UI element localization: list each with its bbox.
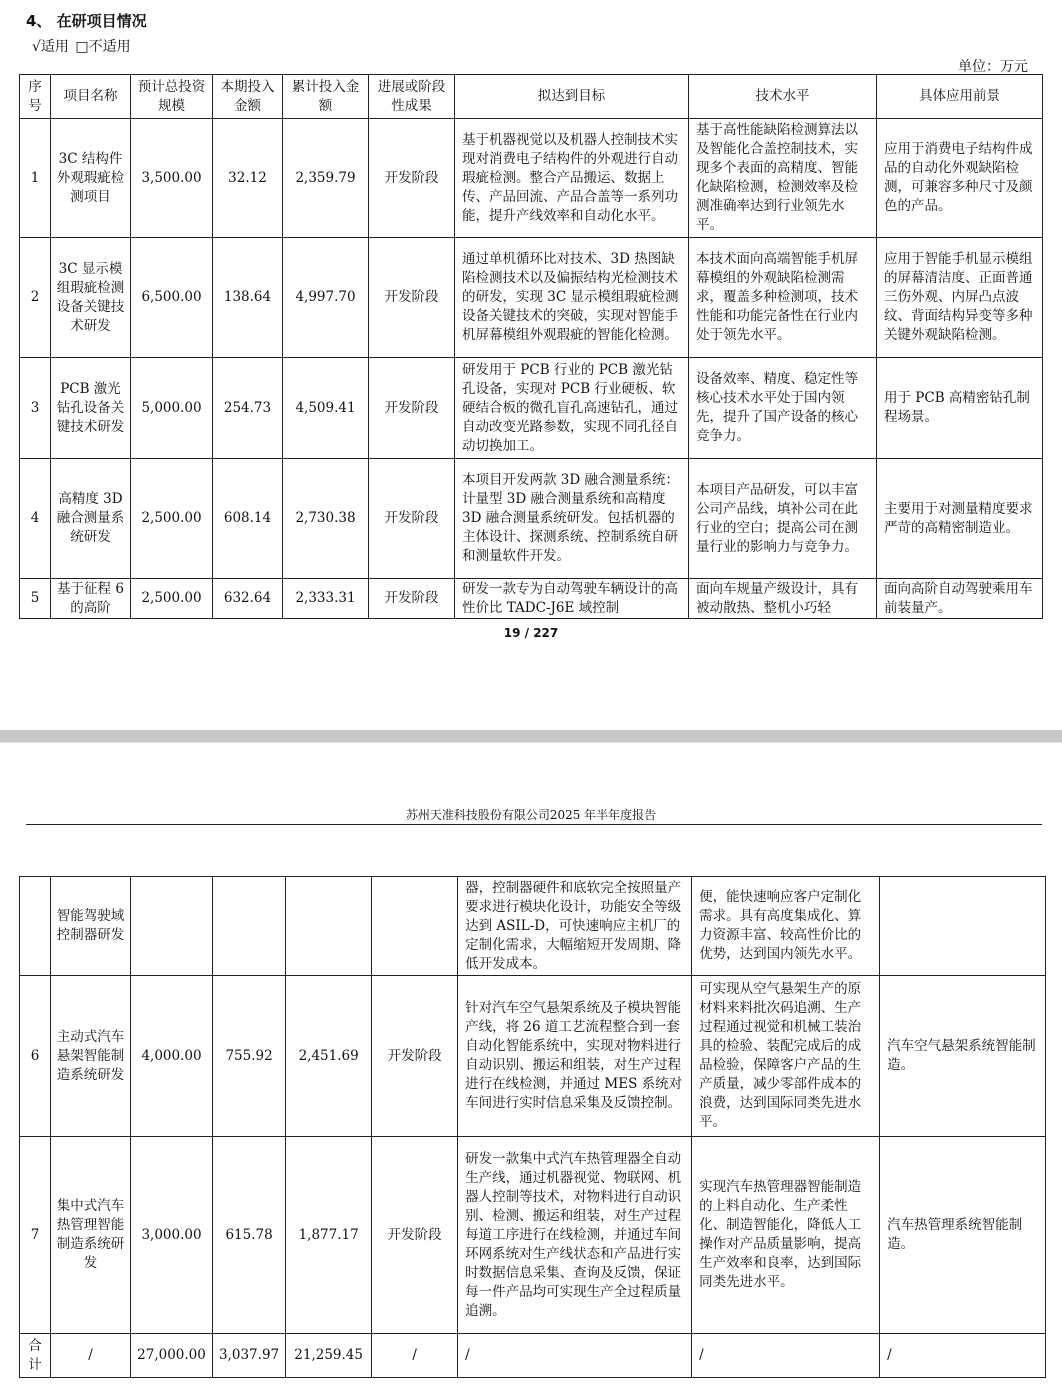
- progress-stage: 开发阶段: [369, 579, 455, 619]
- target-goal: 本项目开发两款 3D 融合测量系统：计量型 3D 融合测量系统和高精度 3D 融合测量系统研发。包括机器的主体设计、探测系统、控制系统自研和测量软件开发。: [455, 459, 689, 579]
- technical-level: 可实现从空气悬架生产的原材料来料批次码追溯、生产过程通过视觉和机械工装治具的检验、装配完成后的成品检验，保障客户产品的生产质量，减少零部件成本的浪费，达到国际同类先进水平。: [692, 976, 880, 1137]
- technical-level: 本项目产品研发，可以丰富公司产品线，填补公司在此行业的空白；提高公司在测量行业的影响力与竞争力。: [689, 459, 877, 579]
- progress-stage: 开发阶段: [369, 119, 455, 238]
- cumulative-investment: 2,359.79: [283, 119, 369, 238]
- projects-table-page1: [19, 74, 1043, 619]
- cumulative-investment: 2,333.31: [283, 579, 369, 619]
- current-investment: 32.12: [213, 119, 283, 238]
- total-investment: 3,000.00: [131, 1137, 213, 1334]
- current-investment: 632.64: [213, 579, 283, 619]
- table-row: [20, 877, 1046, 976]
- header-cell: 累计投入金额: [283, 75, 369, 119]
- project-name: 智能驾驶域控制器研发: [51, 877, 131, 976]
- target-goal: /: [458, 1334, 692, 1378]
- technical-level: 实现汽车热管理器智能制造的上料自动化、生产柔性化、制造智能化，降低人工操作对产品质量影响，提高生产效率和良率，达到国际同类先进水平。: [692, 1137, 880, 1334]
- row-number: 4: [20, 459, 51, 579]
- current-investment: 755.92: [213, 976, 286, 1137]
- page-separator-edge: [0, 742, 1062, 743]
- row-number: 合计: [20, 1334, 51, 1378]
- row-number: [20, 877, 51, 976]
- current-investment: 138.64: [213, 238, 283, 358]
- applicability-options: [32, 36, 133, 56]
- cumulative-investment: 4,997.70: [283, 238, 369, 358]
- header-cell: 预计总投资规模: [131, 75, 213, 119]
- project-name: /: [51, 1334, 131, 1378]
- total-investment: 2,500.00: [131, 579, 213, 619]
- progress-stage: 开发阶段: [372, 976, 458, 1137]
- progress-stage: 开发阶段: [369, 238, 455, 358]
- header-cell: 项目名称: [51, 75, 131, 119]
- current-investment: 615.78: [213, 1137, 286, 1334]
- cumulative-investment: 1,877.17: [286, 1137, 372, 1334]
- project-name: 基于征程 6 的高阶: [51, 579, 131, 619]
- total-investment: 5,000.00: [131, 358, 213, 459]
- application-prospect: [880, 877, 1046, 976]
- section-title: 4、 在研项目情况: [26, 12, 147, 30]
- cumulative-investment: 2,451.69: [286, 976, 372, 1137]
- application-prospect: 应用于智能手机显示模组的屏幕清洁度、正面普通三伤外观、内屏凸点波纹、背面结构异变等多种关键外观缺陷检测。: [877, 238, 1043, 358]
- current-investment: 608.14: [213, 459, 283, 579]
- header-cell: 序号: [20, 75, 51, 119]
- technical-level: /: [692, 1334, 880, 1378]
- table-row: [20, 119, 1043, 238]
- table-row: [20, 579, 1043, 619]
- progress-stage: 开发阶段: [369, 459, 455, 579]
- table-row: [20, 459, 1043, 579]
- project-name: 高精度 3D 融合测量系统研发: [51, 459, 131, 579]
- project-name: PCB 激光钻孔设备关键技术研发: [51, 358, 131, 459]
- technical-level: 便，能快速响应客户定制化需求。具有高度集成化、算力资源丰富、较高性价比的优势，达到国内领先水平。: [692, 877, 880, 976]
- row-number: 5: [20, 579, 51, 619]
- running-header: 苏州天准科技股份有限公司2025 年半年度报告: [405, 808, 657, 822]
- total-investment: 6,500.00: [131, 238, 213, 358]
- table-row: [20, 1137, 1046, 1334]
- table-row: [20, 976, 1046, 1137]
- total-investment: 4,000.00: [131, 976, 213, 1137]
- current-investment: [213, 877, 286, 976]
- row-number: 2: [20, 238, 51, 358]
- not-applicable-unchecked: □不适用: [75, 39, 131, 55]
- header-cell: 本期投入金额: [213, 75, 283, 119]
- application-prospect: 汽车热管理系统智能制造。: [880, 1137, 1046, 1334]
- table-header-row: [20, 75, 1043, 119]
- technical-level: 设备效率、精度、稳定性等核心技术水平处于国内领先，提升了国产设备的核心竞争力。: [689, 358, 877, 459]
- total-investment: [131, 877, 213, 976]
- current-investment: 3,037.97: [213, 1334, 286, 1378]
- target-goal: 针对汽车空气悬架系统及子模块智能产线，将 26 道工艺流程整合到一套自动化智能系统中，实现对物料进行自动识别、搬运和组装，对生产过程进行在线检测，并通过 MES 系统对车间进行实时信息采集及反馈控制。: [458, 976, 692, 1137]
- target-goal: 通过单机循环比对技术、3D 热图缺陷检测技术以及偏振结构光检测技术的研发，实现 3C 显示模组瑕疵检测设备关键技术的突破，实现对智能手机屏幕模组外观瑕疵的智能化检测。: [455, 238, 689, 358]
- header-cell: 拟达到目标: [455, 75, 689, 119]
- cumulative-investment: 4,509.41: [283, 358, 369, 459]
- project-name: 集中式汽车热管理智能制造系统研发: [51, 1137, 131, 1334]
- row-number: 7: [20, 1137, 51, 1334]
- current-investment: 254.73: [213, 358, 283, 459]
- header-cell: 具体应用前景: [877, 75, 1043, 119]
- progress-stage: 开发阶段: [372, 1137, 458, 1334]
- table-row: [20, 1334, 1046, 1378]
- target-goal: 研发一款专为自动驾驶车辆设计的高性价比 TADC-J6E 域控制: [455, 579, 689, 619]
- technical-level: 基于高性能缺陷检测算法以及智能化合盖控制技术，实现多个表面的高精度、智能化缺陷检测，检测效率及检测准确率达到行业领先水平。: [689, 119, 877, 238]
- header-cell: 进展或阶段性成果: [369, 75, 455, 119]
- target-goal: 器，控制器硬件和底软完全按照量产要求进行模块化设计，功能安全等级达到 ASIL-D，可快速响应主机厂的定制化需求，大幅缩短开发周期、降低开发成本。: [458, 877, 692, 976]
- projects-table-page2: [19, 876, 1046, 1378]
- cumulative-investment: [286, 877, 372, 976]
- target-goal: 研发用于 PCB 行业的 PCB 激光钻孔设备，实现对 PCB 行业硬板、软硬结合板的微孔盲孔高速钻孔，通过自动改变光路参数，实现不同孔径自动切换加工。: [455, 358, 689, 459]
- table-row: [20, 358, 1043, 459]
- page-number: 19 / 227: [503, 626, 559, 640]
- table-row: [20, 238, 1043, 358]
- row-number: 1: [20, 119, 51, 238]
- technical-level: 面向车规量产级设计，具有被动散热、整机小巧轻: [689, 579, 877, 619]
- total-investment: 2,500.00: [131, 459, 213, 579]
- target-goal: 基于机器视觉以及机器人控制技术实现对消费电子结构件的外观进行自动瑕疵检测。整合产品搬运、数据上传、产品回流、产品合盖等一系列功能，提升产线效率和自动化水平。: [455, 119, 689, 238]
- application-prospect: 用于 PCB 高精密钻孔制程场景。: [877, 358, 1043, 459]
- application-prospect: /: [880, 1334, 1046, 1378]
- total-investment: 3,500.00: [131, 119, 213, 238]
- project-name: 3C 结构件外观瑕疵检测项目: [51, 119, 131, 238]
- page-separator: [0, 730, 1062, 742]
- application-prospect: 面向高阶自动驾驶乘用车前装量产。: [877, 579, 1043, 619]
- running-header-rule: [26, 824, 1042, 825]
- row-number: 6: [20, 976, 51, 1137]
- application-prospect: 主要用于对测量精度要求严苛的高精密制造业。: [877, 459, 1043, 579]
- application-prospect: 应用于消费电子结构件成品的自动化外观缺陷检测，可兼容多种尺寸及颜色的产品。: [877, 119, 1043, 238]
- application-prospect: 汽车空气悬架系统智能制造。: [880, 976, 1046, 1137]
- row-number: 3: [20, 358, 51, 459]
- applicable-checked: √适用: [32, 39, 69, 55]
- progress-stage: [372, 877, 458, 976]
- progress-stage: /: [372, 1334, 458, 1378]
- cumulative-investment: 21,259.45: [286, 1334, 372, 1378]
- cumulative-investment: 2,730.38: [283, 459, 369, 579]
- total-investment: 27,000.00: [131, 1334, 213, 1378]
- project-name: 主动式汽车悬架智能制造系统研发: [51, 976, 131, 1137]
- unit-label: 单位：万元: [958, 59, 1028, 75]
- progress-stage: 开发阶段: [369, 358, 455, 459]
- header-cell: 技术水平: [689, 75, 877, 119]
- technical-level: 本技术面向高端智能手机屏幕模组的外观缺陷检测需求，覆盖多种检测项，技术性能和功能完备性在行业内处于领先水平。: [689, 238, 877, 358]
- project-name: 3C 显示模组瑕疵检测设备关键技术研发: [51, 238, 131, 358]
- target-goal: 研发一款集中式汽车热管理器全自动生产线，通过机器视觉、物联网、机器人控制等技术，对物料进行自动识别、检测、搬运和组装，对生产过程每道工序进行在线检测，并通过车间环网系统对生产线状态和产品进行实时数据信息采集、查询及反馈，保证每一件产品均可实现生产全过程质量追溯。: [458, 1137, 692, 1334]
